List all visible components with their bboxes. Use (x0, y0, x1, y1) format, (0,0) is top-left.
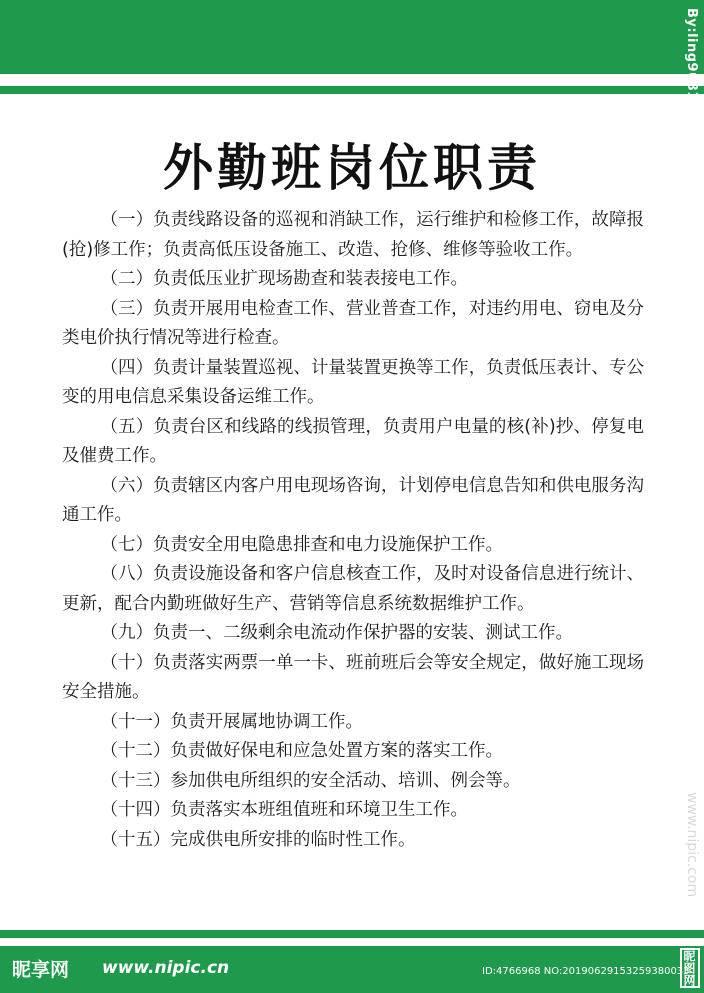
duty-item-15: （十五）完成供电所安排的临时性工作。 (100, 829, 416, 850)
duty-item-4: （四）负责计量装置巡视、计量装置更换等工作，负责低压表计、专公变的用电信息采集设备运维工作。 (62, 357, 644, 407)
footer-id-text: ID:4766968 NO:20190629153259380033 (482, 966, 690, 977)
corner-badge: 昵图网 (680, 948, 700, 988)
footer-logo: 昵享网 (12, 959, 70, 981)
duty-item-1: （一）负责线路设备的巡视和消缺工作，运行维护和检修工作，故障报(抢)修工作；负责高低压设备施工、改造、抢修、维修等验收工作。 (62, 210, 644, 260)
duty-item-7: （七）负责安全用电隐患排查和电力设施保护工作。 (100, 534, 503, 555)
side-id-mark: By:ling96816 No:20190629153259380033 (684, 8, 699, 333)
duty-item-12: （十二）负责做好保电和应急处置方案的落实工作。 (100, 741, 503, 761)
footer-url-link[interactable]: www.nipic.cn (102, 958, 230, 978)
duty-item-5: （五）负责台区和线路的线损管理，负责用户电量的核(补)抄、停复电及催费工作。 (62, 416, 644, 466)
top-green-stripe (0, 86, 704, 94)
duty-item-8: （八）负责设施设备和客户信息核查工作，及时对设备信息进行统计、更新，配合内勤班做好生产、营销等信息系统数据维护工作。 (62, 564, 644, 614)
top-green-band (0, 0, 704, 74)
bottom-green-stripe (0, 930, 704, 938)
side-watermark: www.nipic.com (684, 792, 700, 898)
duty-item-3: （三）负责开展用电检查工作、营业普查工作，对违约用电、窃电及分类电价执行情况等进行检查。 (62, 298, 644, 348)
duties-list (62, 206, 644, 855)
page-title: 外勤班岗位职责 (163, 139, 541, 197)
duty-item-11: （十一）负责开展属地协调工作。 (100, 711, 363, 732)
duty-item-14: （十四）负责落实本班组值班和环境卫生工作。 (100, 800, 468, 820)
duty-item-9: （九）负责一、二级剩余电流动作保护器的安装、测试工作。 (100, 623, 573, 643)
duty-item-6: （六）负责辖区内客户用电现场咨询，计划停电信息告知和供电服务沟通工作。 (62, 475, 644, 525)
duty-item-10: （十）负责落实两票一单一卡、班前班后会等安全规定，做好施工现场安全措施。 (62, 652, 644, 702)
duty-item-2: （二）负责低压业扩现场勘查和装表接电工作。 (100, 269, 468, 289)
duty-item-13: （十三）参加供电所组织的安全活动、培训、例会等。 (100, 770, 521, 791)
